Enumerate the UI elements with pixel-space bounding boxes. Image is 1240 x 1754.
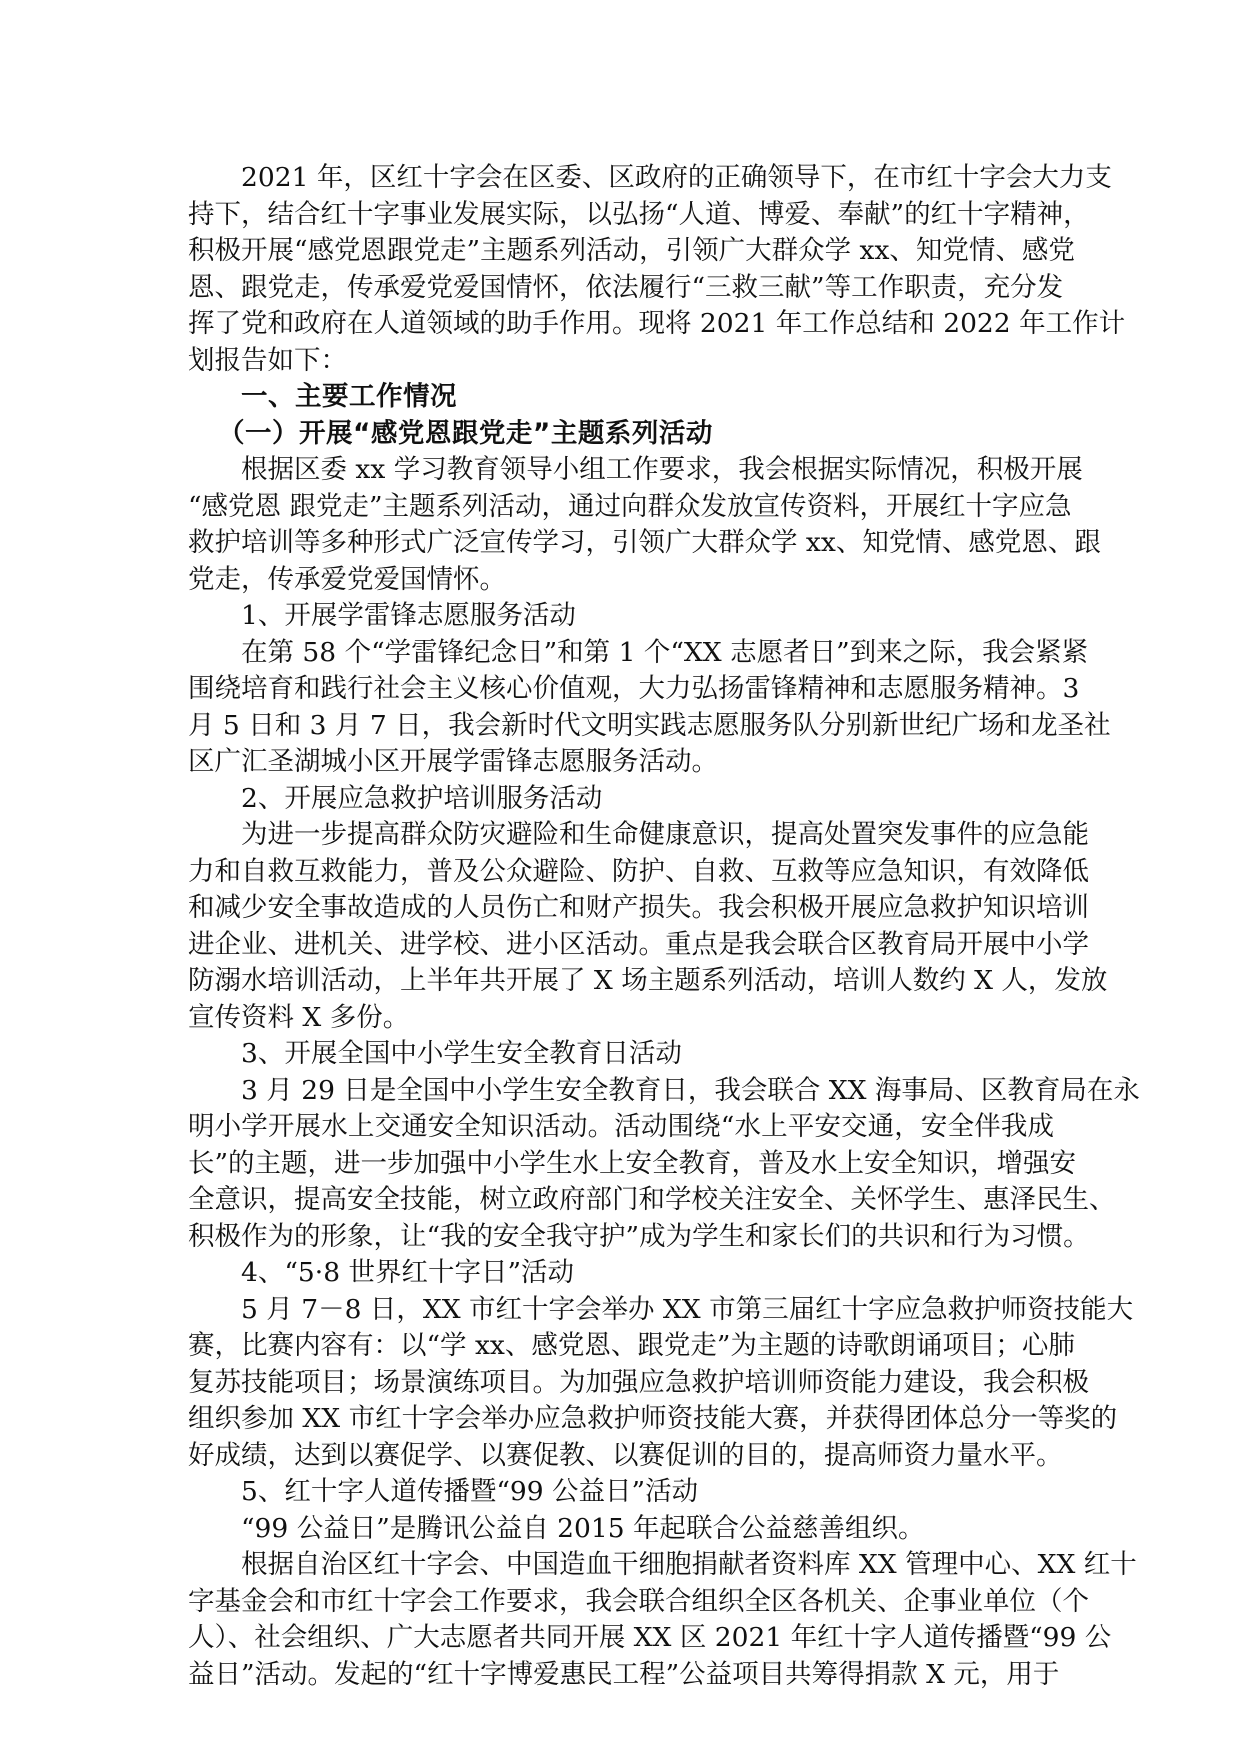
paragraph-line: 赛，比赛内容有：以“学 xx、感党恩、跟党走”为主题的诗歌朗诵项目；心肺 — [188, 1330, 1075, 1361]
paragraph-line: 持下，结合红十字事业发展实际，以弘扬“人道、博爱、奉献”的红十字精神， — [188, 198, 1090, 230]
section-heading: 一、主要工作情况 — [241, 381, 457, 412]
paragraph-line: 恩、跟党走，传承爱党爱国情怀，依法履行“三救三献”等工作职责，充分发 — [188, 271, 1064, 303]
subsection-heading: （一）开展“感党恩跟党走”主题系列活动 — [218, 417, 713, 449]
paragraph-last-line: 党走，传承爱党爱国情怀。 — [188, 563, 506, 595]
paragraph-line: 益日”活动。发起的“红十字博爱惠民工程”公益项目共筹得捐款 X 元，用于 — [188, 1658, 1060, 1690]
activity-item-title: 4、“5·8 世界红十字日”活动 — [241, 1257, 575, 1288]
paragraph-line: 防溺水培训活动，上半年共开展了 X 场主题系列活动，培训人数约 X 人，发放 — [188, 965, 1108, 996]
paragraph-line: 人）、社会组织、广大志愿者共同开展 XX 区 2021 年红十字人道传播暨“99 公 — [188, 1622, 1112, 1653]
paragraph-line: 月 5 日和 3 月 7 日，我会新时代文明实践志愿服务队分别新世纪广场和龙圣社 — [188, 709, 1111, 741]
paragraph-line: 积极开展“感党恩跟党走”主题系列活动，引领广大群众学 xx、知党情、感党 — [188, 235, 1075, 266]
paragraph-last-line: 划报告如下： — [188, 344, 347, 376]
paragraph-first-line: 3 月 29 日是全国中小学生安全教育日，我会联合 XX 海事局、区教育局在永 — [241, 1074, 1140, 1106]
paragraph-line: “感党恩 跟党走”主题系列活动，通过向群众发放宣传资料，开展红十字应急 — [188, 490, 1072, 522]
paragraph-line: 围绕培育和践行社会主义核心价值观，大力弘扬雷锋精神和志愿服务精神。3 — [188, 673, 1080, 704]
paragraph-line: 全意识，提高安全技能，树立政府部门和学校关注安全、关怀学生、惠泽民生、 — [188, 1184, 1116, 1215]
paragraph-first-line: 在第 58 个“学雷锋纪念日”和第 1 个“XX 志愿者日”到来之际，我会紧紧 — [241, 636, 1089, 668]
activity-item-title: 5、红十字人道传播暨“99 公益日”活动 — [241, 1476, 699, 1507]
paragraph-last-line: 好成绩，达到以赛促学、以赛促教、以赛促训的目的，提高师资力量水平。 — [188, 1439, 1063, 1471]
paragraph-line: 进企业、进机关、进学校、进小区活动。重点是我会联合区教育局开展中小学 — [188, 928, 1089, 960]
paragraph-line: 挥了党和政府在人道领域的助手作用。现将 2021 年工作总结和 2022 年工作计 — [188, 308, 1126, 339]
paragraph-line: 复苏技能项目；场景演练项目。为加强应急救护培训师资能力建设，我会积极 — [188, 1366, 1089, 1398]
paragraph-last-line: 宣传资料 X 多份。 — [188, 1001, 410, 1033]
activity-item-title: 3、开展全国中小学生安全教育日活动 — [241, 1038, 682, 1069]
paragraph-line: 和减少安全事故造成的人员伤亡和财产损失。我会积极开展应急救护知识培训 — [188, 892, 1089, 923]
paragraph-last-line: 区广汇圣湖城小区开展学雷锋志愿服务活动。 — [188, 746, 718, 777]
document-page — [188, 160, 1140, 1693]
paragraph-line: 字基金会和市红十字会工作要求，我会联合组织全区各机关、企事业单位（个 — [188, 1585, 1089, 1617]
paragraph-line: 力和自救互救能力，普及公众避险、防护、自救、互救等应急知识，有效降低 — [188, 855, 1089, 887]
paragraph-line: 组织参加 XX 市红十字会举办应急救护师资技能大赛，并获得团体总分一等奖的 — [188, 1403, 1118, 1434]
paragraph-first-line: 根据自治区红十字会、中国造血干细胞捐献者资料库 XX 管理中心、XX 红十 — [241, 1549, 1137, 1580]
activity-item-title: 2、开展应急救护培训服务活动 — [241, 782, 603, 814]
paragraph-line: 明小学开展水上交通安全知识活动。活动围绕“水上平安交通，安全伴我成 — [188, 1111, 1054, 1142]
paragraph-first-line: 5 月 7－8 日，XX 市红十字会举办 XX 市第三届红十字应急救护师资技能大 — [241, 1293, 1134, 1325]
activity-item-title: 1、开展学雷锋志愿服务活动 — [241, 600, 576, 631]
paragraph-line: “99 公益日”是腾讯公益自 2015 年起联合公益慈善组织。 — [241, 1512, 925, 1544]
paragraph-last-line: 积极作为的形象，让“我的安全我守护”成为学生和家长们的共识和行为习惯。 — [188, 1220, 1090, 1252]
paragraph-line: 救护培训等多种形式广泛宣传学习，引领广大群众学 xx、知党情、感党恩、跟 — [188, 527, 1101, 558]
paragraph-first-line: 为进一步提高群众防灾避险和生命健康意识，提高处置突发事件的应急能 — [241, 819, 1089, 850]
paragraph-first-line: 2021 年，区红十字会在区委、区政府的正确领导下，在市红十字会大力支 — [241, 162, 1112, 193]
paragraph-first-line: 根据区委 xx 学习教育领导小组工作要求，我会根据实际情况，积极开展 — [241, 454, 1083, 485]
paragraph-line: 长”的主题，进一步加强中小学生水上安全教育，普及水上安全知识，增强安 — [188, 1147, 1077, 1179]
